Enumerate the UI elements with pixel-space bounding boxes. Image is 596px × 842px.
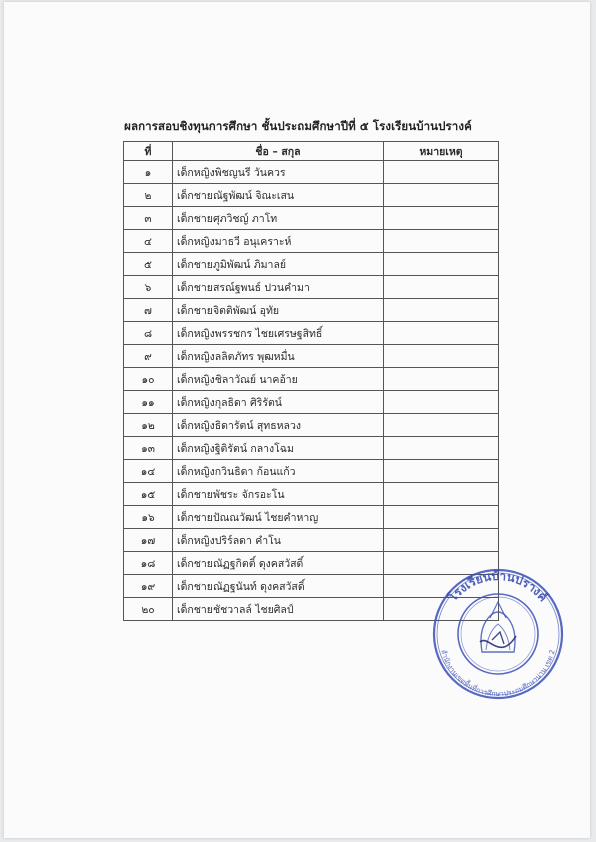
row-number: ๑๒ (124, 414, 173, 437)
table-row (124, 207, 499, 230)
row-number: ๕ (124, 253, 173, 276)
table-row (124, 276, 499, 299)
student-name: เด็กชายสรณ์ฐพนธ์ ปวนคำมา (173, 276, 384, 299)
table-row (124, 414, 499, 437)
row-number: ๑๐ (124, 368, 173, 391)
table-row (124, 483, 499, 506)
student-name: เด็กหญิงพรรชกร ไชยเศรษฐสิทธิ์ (173, 322, 384, 345)
row-number: ๒ (124, 184, 173, 207)
student-name: เด็กชายชัชวาลล์ ไชยศิลป์ (173, 598, 384, 621)
row-number: ๑๖ (124, 506, 173, 529)
student-name: เด็กหญิงปริร์ลดา คำโน (173, 529, 384, 552)
row-note (384, 276, 499, 299)
row-number: ๑๓ (124, 437, 173, 460)
student-name: เด็กชายณัฐพัฒน์ จิณะเสน (173, 184, 384, 207)
row-number: ๑๗ (124, 529, 173, 552)
row-note (384, 161, 499, 184)
row-note (384, 506, 499, 529)
svg-text:โรงเรียนบ้านปรางค์: โรงเรียนบ้านปรางค์ (445, 568, 551, 605)
svg-text:สำนักงานเขตพื้นที่การศึกษาประถ: สำนักงานเขตพื้นที่การศึกษาประถมศึกษาน่าน เขต 2 (439, 648, 557, 699)
row-number: ๑๙ (124, 575, 173, 598)
scholarship-results-table (123, 141, 499, 621)
student-name: เด็กหญิงธิดารัตน์ สุทธหลวง (173, 414, 384, 437)
table-row (124, 184, 499, 207)
row-number: ๑๕ (124, 483, 173, 506)
student-name: เด็กหญิงพิชญนรี วันควร (173, 161, 384, 184)
row-note (384, 391, 499, 414)
row-number: ๖ (124, 276, 173, 299)
student-name: เด็กชายพัชระ จักรอะโน (173, 483, 384, 506)
table-row (124, 437, 499, 460)
row-number: ๘ (124, 322, 173, 345)
row-note (384, 322, 499, 345)
student-name: เด็กชายณัฏฐนันท์ ดุงคสวัสดิ์ (173, 575, 384, 598)
student-name: เด็กชายศุภวิชญ์ ภาโท (173, 207, 384, 230)
header-number: ที่ (124, 142, 173, 161)
school-seal-stamp (430, 566, 566, 702)
student-name: เด็กหญิงกุลธิดา ศิริรัตน์ (173, 391, 384, 414)
table-row (124, 299, 499, 322)
row-note (384, 368, 499, 391)
table-row (124, 230, 499, 253)
table-row (124, 368, 499, 391)
row-number: ๔ (124, 230, 173, 253)
student-name: เด็กชายภูมิพัฒน์ ภิมาลย์ (173, 253, 384, 276)
student-name: เด็กหญิงชิลาวัณย์ นาคอ้าย (173, 368, 384, 391)
table-row (124, 391, 499, 414)
student-name: เด็กชายปัณณวัฒน์ ไชยคำหาญ (173, 506, 384, 529)
row-number: ๙ (124, 345, 173, 368)
student-name: เด็กหญิงมาธวี อนุเคราะห์ (173, 230, 384, 253)
row-note (384, 437, 499, 460)
student-name: เด็กหญิงกวินธิดา ก้อนแก้ว (173, 460, 384, 483)
header-note: หมายเหตุ (384, 142, 499, 161)
table-row (124, 161, 499, 184)
row-note (384, 345, 499, 368)
row-number: ๑๑ (124, 391, 173, 414)
row-note (384, 460, 499, 483)
row-number: ๓ (124, 207, 173, 230)
row-note (384, 184, 499, 207)
row-note (384, 483, 499, 506)
table-row (124, 345, 499, 368)
student-name: เด็กชายจิตติพัฒน์ อุทัย (173, 299, 384, 322)
row-note (384, 253, 499, 276)
header-name: ชื่อ – สกุล (173, 142, 384, 161)
row-note (384, 230, 499, 253)
document-title: ผลการสอบชิงทุนการศึกษา ชั้นประถมศึกษาปีที่ ๕ โรงเรียนบ้านปรางค์ (124, 119, 472, 133)
row-number: ๗ (124, 299, 173, 322)
row-note (384, 207, 499, 230)
row-number: ๒๐ (124, 598, 173, 621)
student-name: เด็กชายณัฏฐกิตติ์ ดุงคสวัสดิ์ (173, 552, 384, 575)
table-row (124, 460, 499, 483)
student-name: เด็กหญิงฐิติรัตน์ กลางโฉม (173, 437, 384, 460)
row-number: ๑๔ (124, 460, 173, 483)
table-row (124, 529, 499, 552)
row-number: ๑ (124, 161, 173, 184)
table-row (124, 322, 499, 345)
row-number: ๑๘ (124, 552, 173, 575)
student-name: เด็กหญิงลลิตภัทร พุฒหมื่น (173, 345, 384, 368)
table-row (124, 253, 499, 276)
table-header-row (124, 142, 499, 161)
row-note (384, 414, 499, 437)
row-note (384, 299, 499, 322)
table-row (124, 506, 499, 529)
row-note (384, 529, 499, 552)
